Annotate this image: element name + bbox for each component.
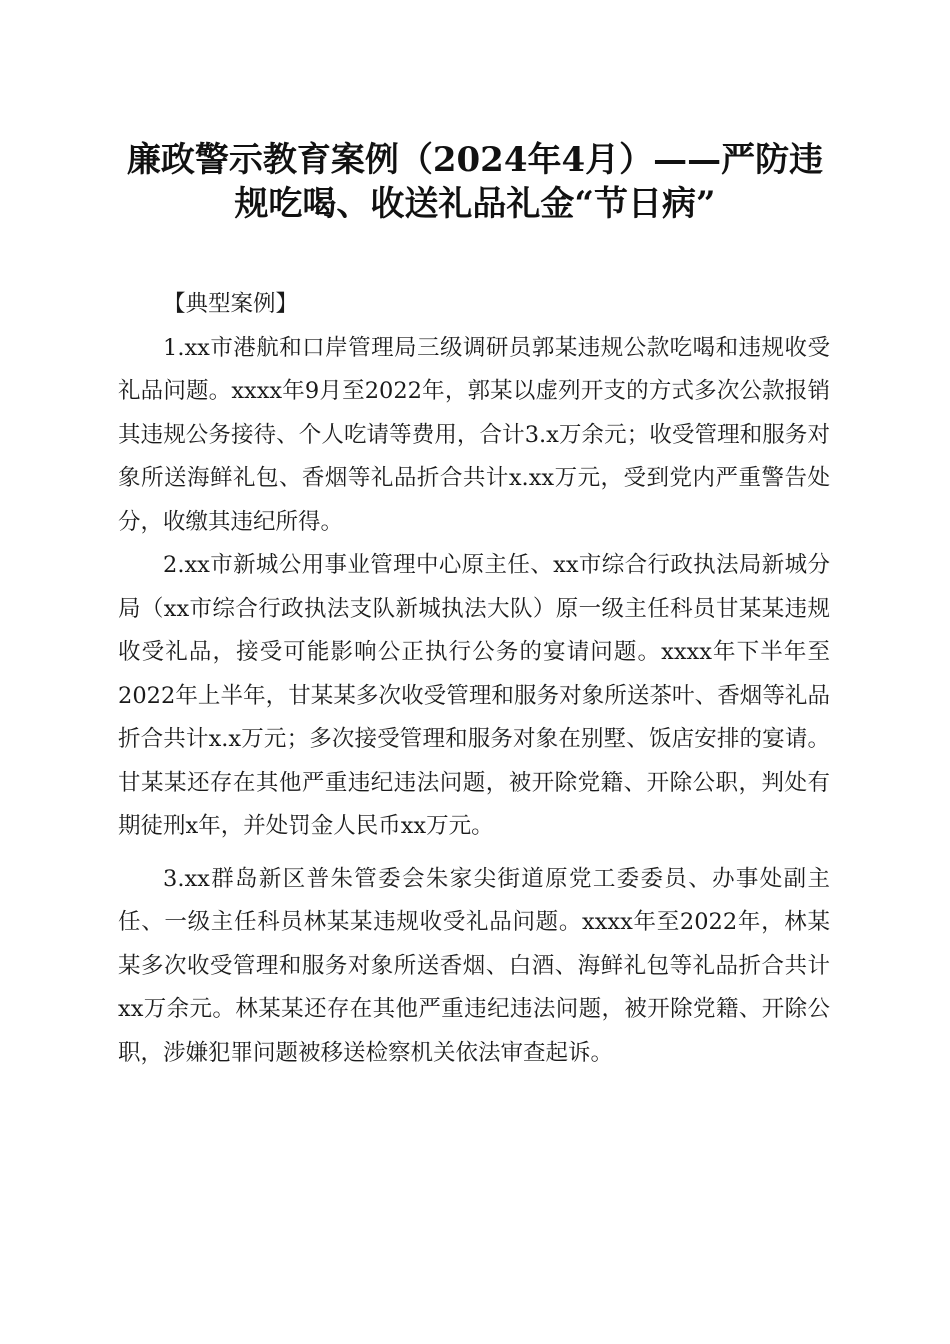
title-line-2: 规吃喝、收送礼品礼金“节日病” <box>234 184 716 224</box>
case-paragraph-2: 2.xx市新城公用事业管理中心原主任、xx市综合行政执法局新城分局（xx市综合行政执法支队新城执法大队）原一级主任科员甘某某违规收受礼品，接受可能影响公正执行公务的宴请问题。xxxx年下半年至2022年上半年，甘某某多次收受管理和服务对象所送茶叶、香烟等礼品折合共计x.x万元；多次接受管理和服务对象在别墅、饭店安排的宴请。甘某某还存在其他严重违纪违法问题，被开除党籍、开除公职，判处有期徒刑x年，并处罚金人民币xx万元。 <box>118 552 830 839</box>
title-line-1: 廉政警示教育案例（2024年4月）——严防违 <box>126 140 824 180</box>
document-title <box>100 138 850 226</box>
case-paragraph-3: 3.xx群岛新区普朱管委会朱家尖街道原党工委委员、办事处副主任、一级主任科员林某某违规收受礼品问题。xxxx年至2022年，林某某多次收受管理和服务对象所送香烟、白酒、海鲜礼包等礼品折合共计xx万余元。林某某还存在其他严重违纪违法问题，被开除党籍、开除公职，涉嫌犯罪问题被移送检察机关依法审查起诉。 <box>118 865 830 1066</box>
section-heading: 【典型案例】 <box>163 291 299 317</box>
case-paragraph-1: 1.xx市港航和口岸管理局三级调研员郭某违规公款吃喝和违规收受礼品问题。xxxx年9月至2022年，郭某以虚列开支的方式多次公款报销其违规公务接待、个人吃请等费用，合计3.x万余元；收受管理和服务对象所送海鲜礼包、香烟等礼品折合共计x.xx万元，受到党内严重警告处分，收缴其违纪所得。 <box>118 334 830 535</box>
document-body <box>118 283 830 1075</box>
